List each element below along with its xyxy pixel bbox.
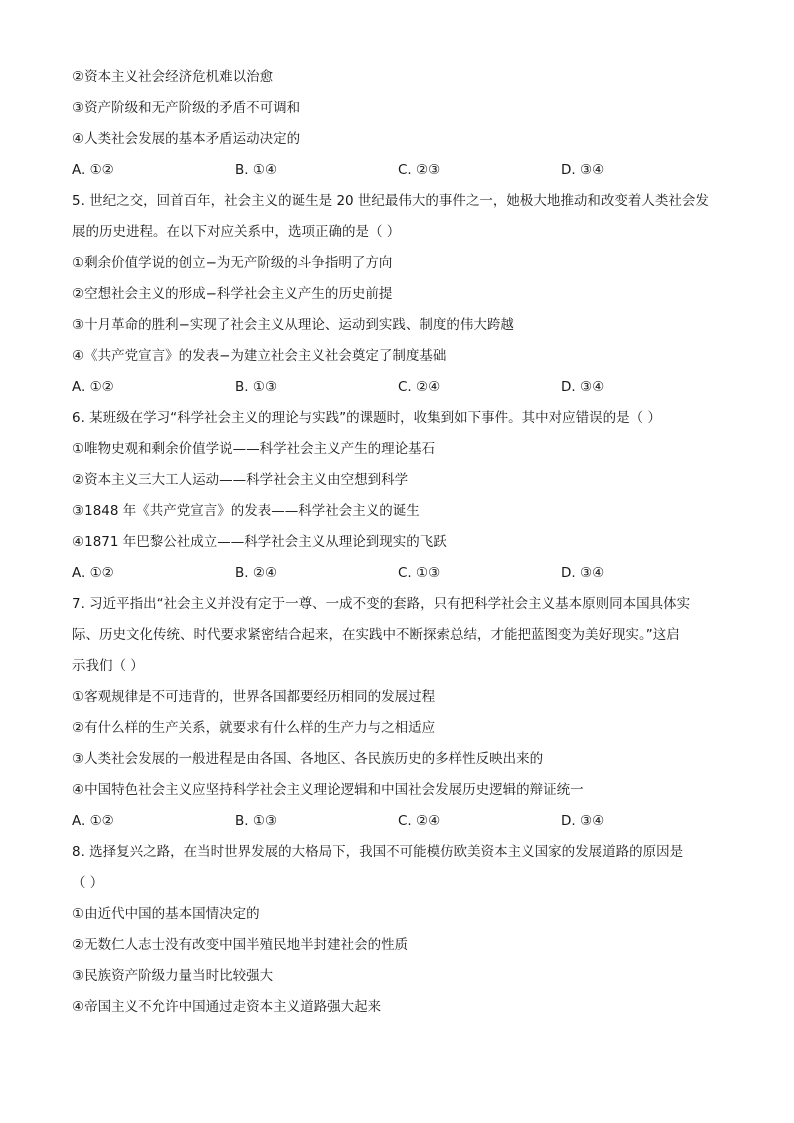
q5-option-c: C. ②④ [398,379,441,395]
q8-item-1: ①由近代中国的基本国情决定的 [72,906,260,922]
q4-option-d: D. ③④ [561,162,605,178]
q4-options [72,155,724,186]
q5-option-d: D. ③④ [561,379,605,395]
q5-item-2: ②空想社会主义的形成−科学社会主义产生的历史前提 [72,286,393,302]
q7-option-c: C. ②④ [398,813,441,829]
exam-page [72,62,724,1023]
question-7 [72,589,724,837]
q6-item-3: ③1848 年《共产党宣言》的发表——科学社会主义的诞生 [72,503,420,519]
q8-item-4: ④帝国主义不允许中国通过走资本主义道路强大起来 [72,999,382,1015]
q6-item-1: ①唯物史观和剩余价值学说——科学社会主义产生的理论基石 [72,441,436,457]
q7-option-d: D. ③④ [561,813,605,829]
q5-stem-line-2: 展的历史进程。在以下对应关系中，选项正确的是（ ） [72,224,401,240]
q7-item-3: ③人类社会发展的一般进程是由各国、各地区、各民族历史的多样性反映出来的 [72,751,544,767]
q8-stem-line-1: 8. 选择复兴之路，在当时世界发展的大格局下，我国不可能模仿欧美资本主义国家的发展道路的原因是 [72,844,684,860]
q6-options [72,558,724,589]
q7-stem-line-3: 示我们（ ） [72,658,144,674]
q7-item-2: ②有什么样的生产关系，就要求有什么样的生产力与之相适应 [72,720,436,736]
q4-item-2: ②资本主义社会经济危机难以治愈 [72,69,274,85]
q5-option-b: B. ①③ [235,379,278,395]
q8-item-3: ③民族资产阶级力量当时比较强大 [72,968,274,984]
q6-option-a: A. ①② [72,565,114,581]
q5-item-3: ③十月革命的胜利−实现了社会主义从理论、运动到实践、制度的伟大跨越 [72,317,514,333]
q7-stem-line-2: 际、历史文化传统、时代要求紧密结合起来，在实践中不断探索总结，才能把蓝图变为美好现实。”这启 [72,627,680,643]
q6-stem-line-1: 6. 某班级在学习“科学社会主义的理论与实践”的课题时，收集到如下事件。其中对应错误的是（ ） [72,410,661,426]
q6-item-2: ②资本主义三大工人运动——科学社会主义由空想到科学 [72,472,409,488]
q7-stem-line-1: 7. 习近平指出“社会主义并没有定于一尊、一成不变的套路，只有把科学社会主义基本原则同本国具体实 [72,596,691,612]
q8-stem-line-2: （ ） [72,875,104,891]
q5-options [72,372,724,403]
q4-option-b: B. ①④ [235,162,278,178]
q6-option-b: B. ②④ [235,565,278,581]
q5-stem-line-1: 5. 世纪之交，回首百年，社会主义的诞生是 20 世纪最伟大的事件之一，她极大地推动和改变着人类社会发 [72,193,709,209]
q7-option-b: B. ①③ [235,813,278,829]
q5-option-a: A. ①② [72,379,114,395]
q6-item-4: ④1871 年巴黎公社成立——科学社会主义从理论到现实的飞跃 [72,534,447,550]
question-6 [72,403,724,589]
question-4 [72,62,724,186]
q6-option-c: C. ①③ [398,565,441,581]
q4-item-3: ③资产阶级和无产阶级的矛盾不可调和 [72,100,301,116]
q7-item-4: ④中国特色社会主义应坚持科学社会主义理论逻辑和中国社会发展历史逻辑的辩证统一 [72,782,584,798]
question-5 [72,186,724,403]
q4-option-c: C. ②③ [398,162,441,178]
q7-options [72,806,724,837]
q4-item-4: ④人类社会发展的基本矛盾运动决定的 [72,131,301,147]
q5-item-1: ①剩余价值学说的创立−为无产阶级的斗争指明了方向 [72,255,393,271]
q8-item-2: ②无数仁人志士没有改变中国半殖民地半封建社会的性质 [72,937,409,953]
q7-option-a: A. ①② [72,813,114,829]
q6-option-d: D. ③④ [561,565,605,581]
q4-option-a: A. ①② [72,162,114,178]
q5-item-4: ④《共产党宣言》的发表−为建立社会主义社会奠定了制度基础 [72,348,447,364]
q7-item-1: ①客观规律是不可违背的，世界各国都要经历相同的发展过程 [72,689,436,705]
question-8 [72,837,724,1023]
